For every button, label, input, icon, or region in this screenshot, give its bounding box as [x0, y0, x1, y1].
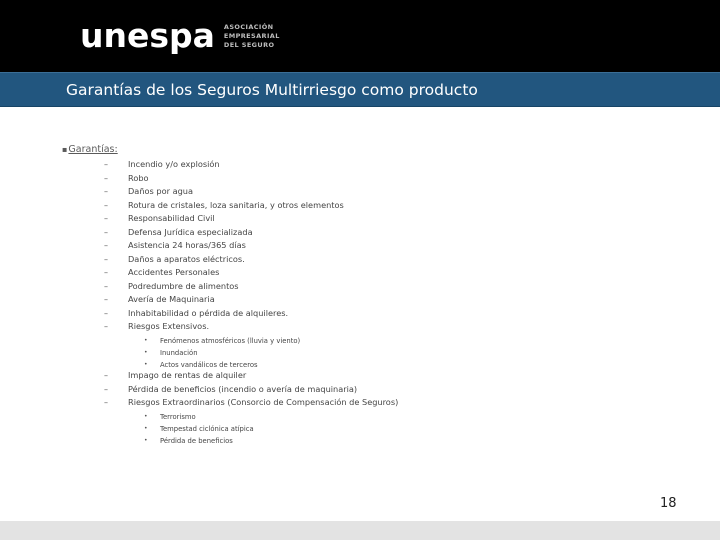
round-bullet-icon: •: [144, 337, 148, 344]
page-number: 18: [660, 496, 677, 511]
guarantee-item: Riesgos Extensivos.: [128, 321, 210, 331]
footer-bar: [0, 521, 720, 540]
guarantee-item: Pérdida de beneficios (incendio o avería de maquinaria): [128, 383, 358, 394]
guarantee-item: Rotura de cristales, loza sanitaria, y otros elementos: [128, 199, 344, 210]
guarantee-item: Daños a aparatos eléctricos.: [128, 253, 245, 264]
dash-bullet-icon: –: [104, 241, 108, 250]
dash-bullet-icon: –: [104, 281, 108, 291]
guarantee-item: Responsabilidad Civil: [128, 213, 215, 223]
logo-tagline-line: DEL SEGURO: [223, 40, 275, 49]
guarantee-item: Avería de Maquinaria: [128, 294, 215, 304]
dash-bullet-icon: –: [104, 384, 108, 394]
guarantee-item: Defensa Jurídica especializada: [128, 226, 253, 237]
guarantee-item: Robo: [128, 172, 149, 183]
dash-bullet-icon: –: [104, 160, 108, 169]
guarantee-item: Asistencia 24 horas/365 días: [128, 240, 246, 250]
guarantee-item: Riesgos Extraordinarios (Consorcio de Compensación de Seguros): [128, 397, 399, 407]
dash-bullet-icon: –: [104, 268, 108, 277]
round-bullet-icon: •: [144, 349, 148, 356]
guarantee-item: Podredumbre de alimentos: [128, 280, 239, 291]
dash-bullet-icon: –: [104, 214, 108, 223]
dash-bullet-icon: –: [104, 295, 108, 304]
guarantee-item: Incendio y/o explosión: [128, 159, 220, 169]
logo-tagline-line: EMPRESARIAL: [223, 31, 280, 40]
guarantee-subitem: Inundación: [160, 349, 198, 357]
guarantee-item: Impago de rentas de alquiler: [128, 370, 247, 380]
guarantee-subitem: Fenómenos atmosféricos (lluvia y viento): [160, 337, 301, 345]
dash-bullet-icon: –: [104, 173, 108, 183]
section-label: Garantías:: [68, 144, 118, 155]
dash-bullet-icon: –: [104, 322, 108, 331]
square-bullet-icon: ▪: [62, 145, 68, 154]
dash-bullet-icon: –: [104, 227, 108, 237]
round-bullet-icon: •: [144, 413, 148, 420]
guarantee-item: Inhabitabilidad o pérdida de alquileres.: [128, 307, 289, 318]
guarantee-item: Daños por agua: [128, 186, 193, 196]
dash-bullet-icon: –: [104, 308, 108, 318]
guarantee-subitem: Pérdida de beneficios: [160, 437, 233, 445]
round-bullet-icon: •: [144, 425, 148, 432]
guarantee-subitem: Terrorismo: [160, 413, 196, 421]
dash-bullet-icon: –: [104, 398, 108, 407]
guarantee-item: Accidentes Personales: [128, 267, 220, 277]
dash-bullet-icon: –: [104, 371, 108, 380]
logo-wordmark: unespa: [80, 16, 215, 55]
dash-bullet-icon: –: [104, 254, 108, 264]
round-bullet-icon: •: [144, 437, 148, 444]
slide-title: Garantías de los Seguros Multirriesgo como producto: [66, 81, 478, 99]
dash-bullet-icon: –: [104, 187, 108, 196]
guarantee-subitem: Actos vandálicos de terceros: [160, 361, 258, 369]
guarantee-subitem: Tempestad ciclónica atípica: [160, 425, 254, 433]
logo-tagline-line: ASOCIACIÓN: [223, 22, 274, 31]
section-heading: [62, 144, 118, 155]
round-bullet-icon: •: [144, 361, 148, 368]
dash-bullet-icon: –: [104, 200, 108, 210]
